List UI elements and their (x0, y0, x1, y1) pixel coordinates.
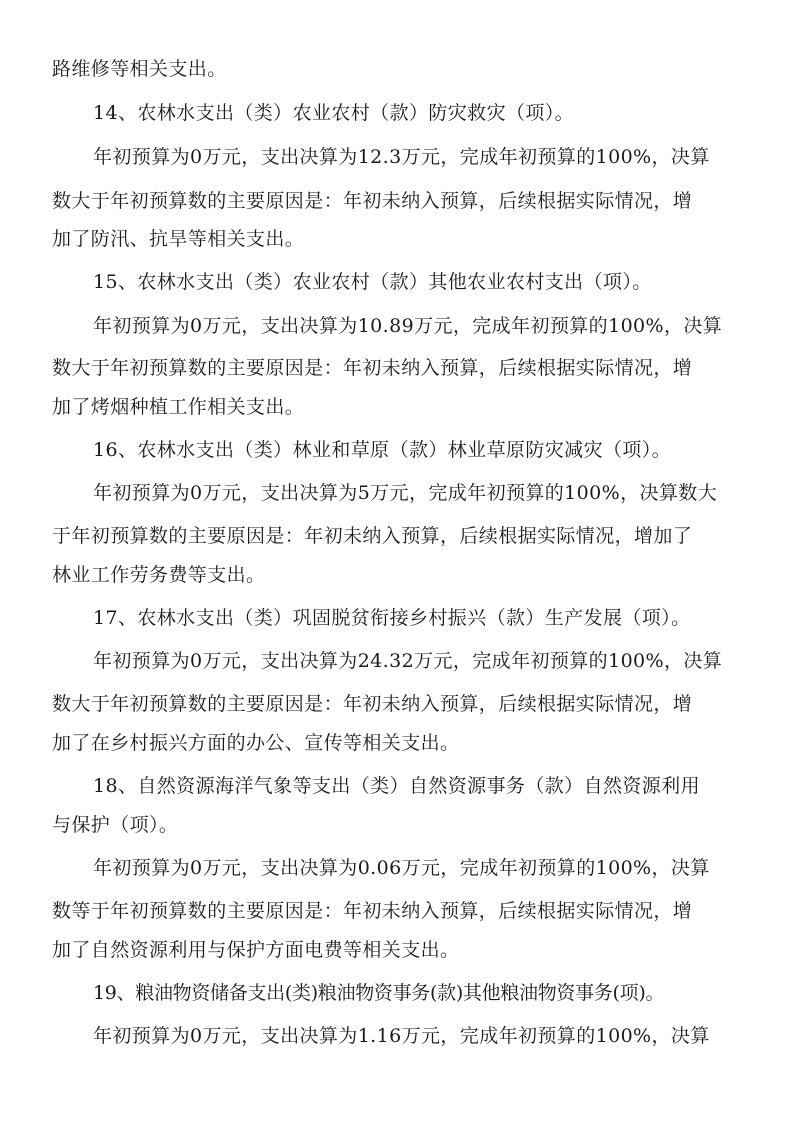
item-heading-19: 19、粮油物资储备支出(类)粮油物资事务(款)其他粮油物资事务(项)。 (93, 982, 665, 1004)
text-line: 年初预算为0万元，支出决算为1.16万元，完成年初预算的100%，决算 (93, 1025, 710, 1047)
text-line: 加了防汛、抗旱等相关支出。 (52, 228, 305, 250)
item-heading-18: 18、自然资源海洋气象等支出（类）自然资源事务（款）自然资源利用 (93, 775, 700, 797)
text-line: 路维修等相关支出。 (52, 58, 227, 80)
text-line: 数大于年初预算数的主要原因是：年初未纳入预算，后续根据实际情况，增 (52, 357, 693, 379)
item-heading-14: 14、农林水支出（类）农业农村（款）防灾救灾（项）。 (93, 102, 575, 124)
item-heading-15: 15、农林水支出（类）农业农村（款）其他农业农村支出（项）。 (93, 271, 652, 293)
text-line: 年初预算为0万元，支出决算为5万元，完成年初预算的100%，决算数大 (93, 482, 718, 504)
item-heading-17: 17、农林水支出（类）巩固脱贫衔接乡村振兴（款）生产发展（项）。 (93, 607, 691, 629)
text-line: 数等于年初预算数的主要原因是：年初未纳入预算，后续根据实际情况，增 (52, 900, 693, 922)
text-line: 年初预算为0万元，支出决算为12.3万元，完成年初预算的100%，决算 (93, 146, 710, 168)
text-line: 加了自然资源利用与保护方面电费等相关支出。 (52, 939, 460, 961)
text-line: 林业工作劳务费等支出。 (52, 564, 266, 586)
text-line: 数大于年初预算数的主要原因是：年初未纳入预算，后续根据实际情况，增 (52, 693, 693, 715)
text-line: 年初预算为0万元，支出决算为24.32万元，完成年初预算的100%，决算 (93, 650, 723, 672)
text-line: 年初预算为0万元，支出决算为0.06万元，完成年初预算的100%，决算 (93, 857, 710, 879)
text-line: 于年初预算数的主要原因是：年初未纳入预算，后续根据实际情况，增加了 (52, 525, 693, 547)
text-line: 年初预算为0万元，支出决算为10.89万元，完成年初预算的100%，决算 (93, 315, 723, 337)
text-line: 加了烤烟种植工作相关支出。 (52, 396, 305, 418)
item-heading-18-continued: 与保护（项）。 (52, 814, 179, 836)
text-line: 数大于年初预算数的主要原因是：年初未纳入预算，后续根据实际情况，增 (52, 190, 693, 212)
text-line: 加了在乡村振兴方面的办公、宣传等相关支出。 (52, 732, 460, 754)
item-heading-16: 16、农林水支出（类）林业和草原（款）林业草原防灾减灾（项）。 (93, 439, 672, 461)
